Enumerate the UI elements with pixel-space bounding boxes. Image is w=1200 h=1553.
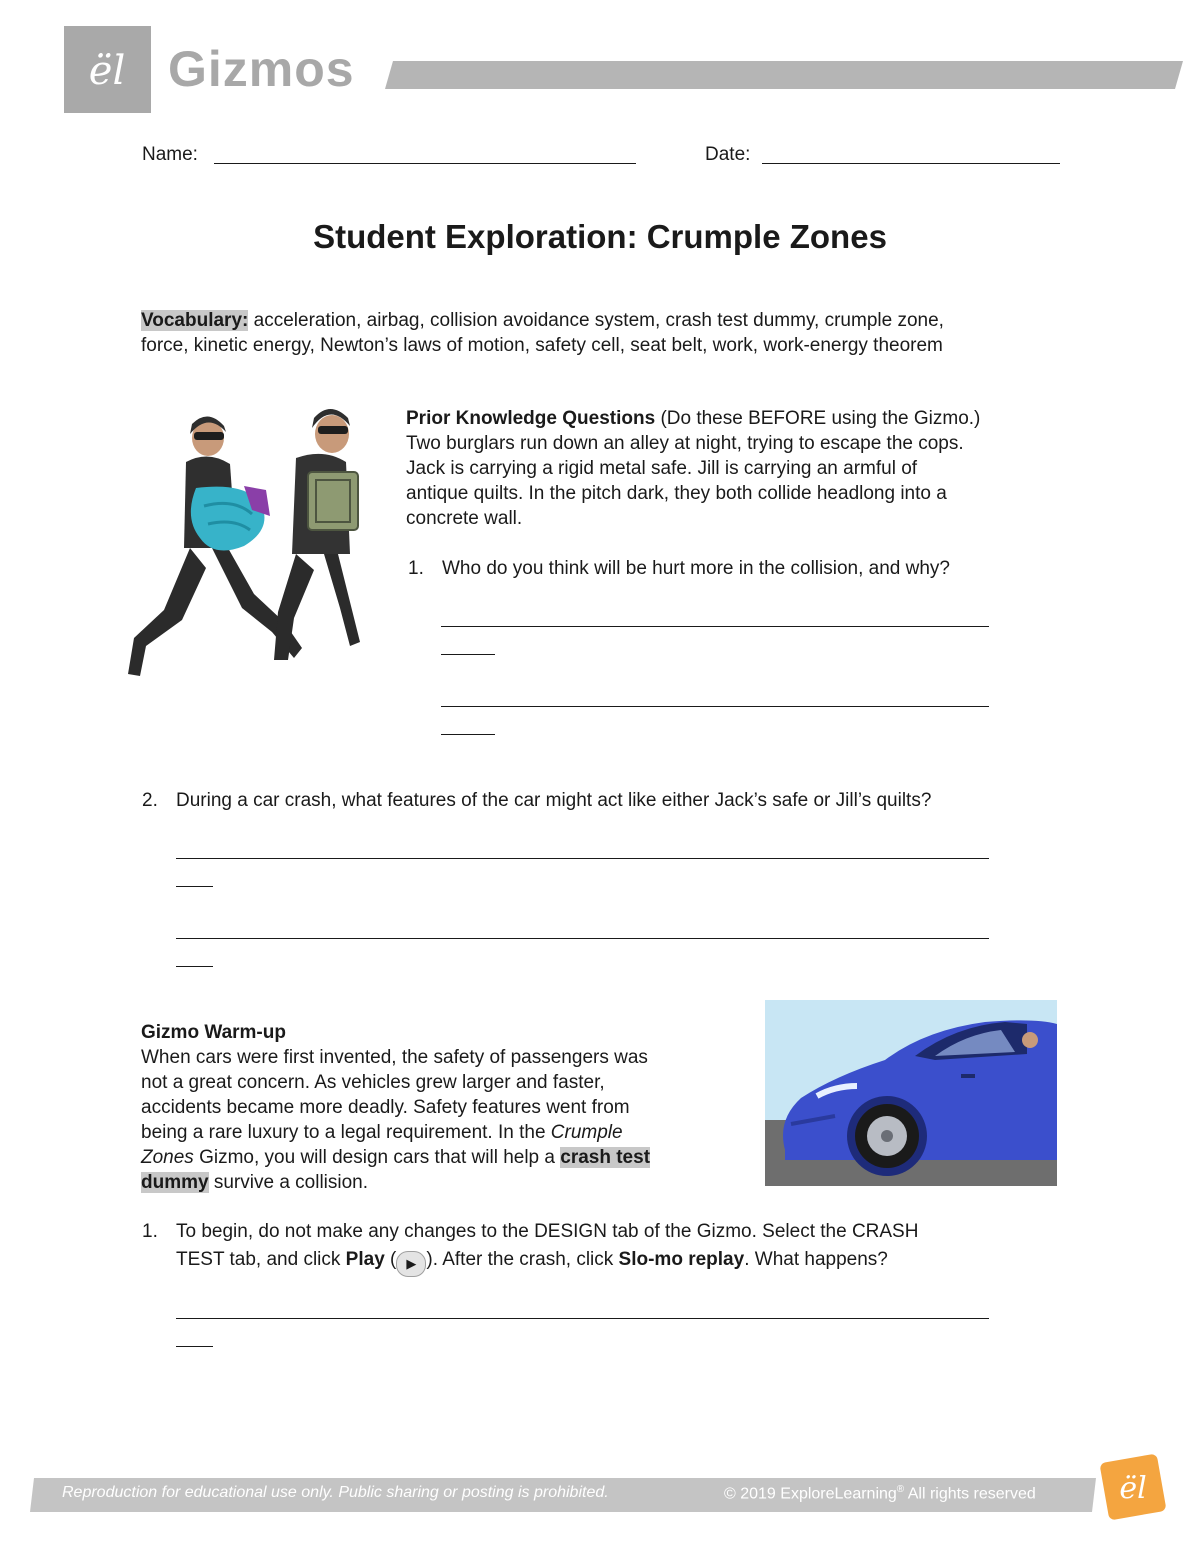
question-text: TEST tab, and click bbox=[176, 1249, 346, 1270]
warmup-line-2: not a great concern. As vehicles grew larger and faster, bbox=[141, 1072, 605, 1093]
copyright-text: © 2019 ExploreLearning bbox=[724, 1485, 897, 1503]
date-label: Date: bbox=[705, 144, 751, 165]
gizmo-name-em: Zones bbox=[141, 1147, 194, 1168]
question-text: During a car crash, what features of the car might act like either Jack’s safe or Jill’s quilts? bbox=[176, 790, 932, 811]
gizmo-name-em: Crumple bbox=[550, 1122, 623, 1143]
answer-line[interactable] bbox=[176, 886, 213, 887]
vocabulary-line-1: acceleration, airbag, collision avoidance system, crash test dummy, crumple zone, bbox=[253, 310, 944, 331]
play-label: Play bbox=[345, 1249, 385, 1270]
prior-text-line-1: Two burglars run down an alley at night, trying to escape the cops. bbox=[406, 433, 964, 454]
registered-mark: ® bbox=[896, 1484, 905, 1495]
answer-line[interactable] bbox=[441, 654, 495, 655]
footer-disclaimer: Reproduction for educational use only. Public sharing or posting is prohibited. bbox=[62, 1484, 609, 1501]
prior-knowledge-note: (Do these BEFORE using the Gizmo.) bbox=[660, 408, 981, 429]
page-title: Student Exploration: Crumple Zones bbox=[313, 218, 887, 255]
warmup-line-6: survive a collision. bbox=[208, 1172, 369, 1193]
date-field[interactable] bbox=[762, 163, 1060, 164]
answer-line[interactable] bbox=[176, 966, 213, 967]
question-text: ). After the crash, click bbox=[426, 1249, 619, 1270]
answer-line[interactable] bbox=[441, 706, 989, 707]
footer-copyright bbox=[724, 1484, 1036, 1503]
question-text: . What happens? bbox=[744, 1249, 888, 1270]
warmup-line-4: being a rare luxury to a legal requirement. In the bbox=[141, 1122, 551, 1143]
explorelearning-corner-logo-icon bbox=[1096, 1452, 1170, 1524]
warmup-question-1 bbox=[142, 1218, 1102, 1277]
gizmos-brand-title: Gizmos bbox=[168, 41, 355, 97]
answer-line[interactable] bbox=[441, 626, 989, 627]
answer-line[interactable] bbox=[176, 938, 989, 939]
answer-line[interactable] bbox=[176, 858, 989, 859]
prior-text-line-4: concrete wall. bbox=[406, 508, 523, 529]
vocabulary-label: Vocabulary: bbox=[141, 310, 249, 331]
question-text: Who do you think will be hurt more in the collision, and why? bbox=[442, 558, 950, 579]
header-decorative-bar bbox=[385, 61, 1183, 89]
question-text: ( bbox=[384, 1249, 397, 1270]
car-illustration bbox=[765, 1000, 1057, 1186]
name-label: Name: bbox=[142, 144, 198, 165]
play-button-icon: ▶ bbox=[396, 1251, 426, 1277]
question-number: 1. bbox=[142, 1221, 158, 1242]
explorelearning-logo bbox=[64, 26, 151, 113]
question-number: 1. bbox=[408, 558, 424, 579]
answer-line[interactable] bbox=[176, 1346, 213, 1347]
svg-text:ël: ël bbox=[88, 48, 126, 94]
name-field[interactable] bbox=[214, 163, 636, 164]
warmup-line-1: When cars were first invented, the safety of passengers was bbox=[141, 1047, 648, 1068]
answer-line[interactable] bbox=[176, 1318, 989, 1319]
logo-glyph-icon bbox=[64, 26, 151, 113]
vocab-highlight: dummy bbox=[141, 1172, 209, 1193]
warmup-line-3: accidents became more deadly. Safety features went from bbox=[141, 1097, 630, 1118]
answer-line[interactable] bbox=[441, 734, 495, 735]
question-number: 2. bbox=[142, 790, 158, 811]
warmup-heading: Gizmo Warm-up bbox=[141, 1022, 286, 1043]
warmup-line-5: Gizmo, you will design cars that will help a bbox=[193, 1147, 561, 1168]
prior-text-line-3: antique quilts. In the pitch dark, they both collide headlong into a bbox=[406, 483, 947, 504]
copyright-tail: All rights reserved bbox=[904, 1485, 1036, 1503]
prior-knowledge-heading: Prior Knowledge Questions bbox=[406, 408, 656, 429]
slomo-label: Slo-mo replay bbox=[618, 1249, 745, 1270]
svg-text:ël: ël bbox=[1119, 1471, 1147, 1506]
vocab-highlight: crash test bbox=[560, 1147, 651, 1168]
vocabulary-line-2: force, kinetic energy, Newton’s laws of motion, safety cell, seat belt, work, work-energy theorem bbox=[141, 335, 943, 356]
question-text: To begin, do not make any changes to the DESIGN tab of the Gizmo. Select the CRASH bbox=[176, 1221, 919, 1242]
warmup-section bbox=[141, 1020, 741, 1195]
burglars-illustration bbox=[124, 398, 360, 688]
prior-text-line-2: Jack is carrying a rigid metal safe. Jill is carrying an armful of bbox=[406, 458, 918, 479]
prior-question-2 bbox=[142, 788, 1102, 813]
prior-question-1 bbox=[408, 556, 1068, 581]
vocabulary-section bbox=[141, 308, 1071, 358]
prior-knowledge-section bbox=[406, 406, 1076, 531]
